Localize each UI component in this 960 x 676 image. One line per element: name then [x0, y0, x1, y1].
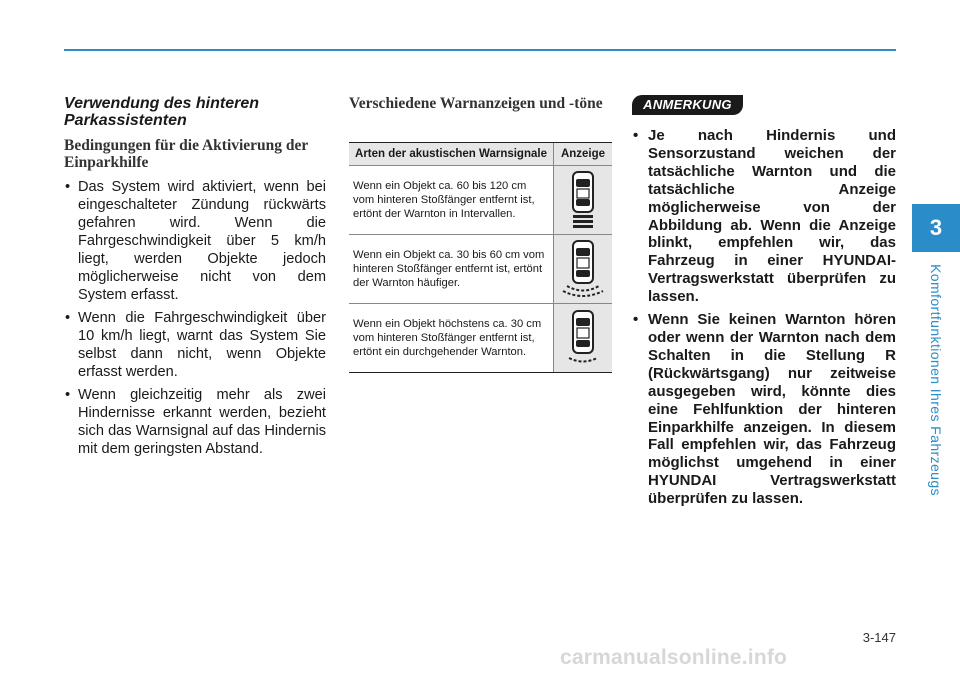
car-top-view-icon: [554, 235, 613, 304]
table-row: [349, 235, 612, 304]
table-row: [349, 166, 612, 235]
page-number: 3-147: [862, 630, 896, 645]
column-warnings: [349, 95, 612, 405]
column-usage: [64, 95, 326, 463]
section-heading-warnings: Verschiedene Warnanzeigen und -töne: [349, 95, 603, 112]
list-item: • Je nach Hindernis und Sensorzustand weichen der tatsächliche Warnton und die tatsächliche Anzeige möglicherweise von der Abbildung ab. Wenn die Anzeige blinkt, empfehlen wir, das Fahrzeug in einer HYUNDAI-Vertragswerkstatt überprüfen zu lassen.: [632, 127, 896, 306]
list-item: • Das System wird aktiviert, wenn bei eingeschalteter Zündung rückwärts gefahren wird. Wenn die Fahrgeschwindigkeit über 5 km/h liegt, werden Objekte jedoch möglicherweise nicht von dem System erfasst.: [64, 178, 326, 304]
car-top-view-icon: [554, 166, 613, 235]
section-subheading-conditions: Bedingungen für die Aktivierung der Einparkhilfe: [64, 137, 309, 171]
table-header-signal-types: Arten der akustischen Warnsignale: [349, 143, 554, 166]
note-list: [632, 127, 896, 513]
conditions-list: [64, 178, 326, 458]
section-heading-usage: Verwendung des hinteren Parkassistenten: [64, 95, 259, 129]
note-badge: ANMERKUNG: [632, 95, 743, 115]
table-cell-description: Wenn ein Objekt ca. 30 bis 60 cm vom hinteren Stoßfänger entfernt ist, ertönt der Warnton häufiger.: [349, 235, 554, 304]
chapter-title: Komfortfunktionen Ihres Fahrzeugs: [928, 264, 944, 496]
list-item: • Wenn die Fahrgeschwindigkeit über 10 km/h liegt, warnt das System Sie selbst dann nicht, wenn Objekte erfasst werden.: [64, 309, 326, 381]
table-header-row: [349, 143, 612, 166]
table-header-indicator: Anzeige: [554, 143, 613, 166]
table-cell-description: Wenn ein Objekt höchstens ca. 30 cm vom hinteren Stoßfänger entfernt ist, ertönt ein durchgehender Warnton.: [349, 304, 554, 373]
list-item: • Wenn Sie keinen Warnton hören oder wenn der Warnton nach dem Schalten in die Stellung R (Rückwärtsgang) nur zeitweise ausgegeben wird, könnte dies eine Fehlfunktion der hinteren Einparkhilfe anzeigen. In diesem Fall empfehlen wir, das Fahrzeug möglichst umgehend in einer HYUNDAI Vertragswerkstatt überprüfen zu lassen.: [632, 311, 896, 508]
table-cell-description: Wenn ein Objekt ca. 60 bis 120 cm vom hinteren Stoßfänger entfernt ist, ertönt der Warnton in Intervallen.: [349, 166, 554, 235]
top-rule: [64, 49, 896, 51]
table-row: [349, 304, 612, 373]
watermark: carmanualsonline.info: [560, 646, 788, 669]
warning-table: [349, 142, 612, 373]
car-top-view-icon: [554, 304, 613, 373]
chapter-number-tab: 3: [912, 204, 960, 252]
list-item: • Wenn gleichzeitig mehr als zwei Hindernisse erkannt werden, bezieht sich das Warnsignal auf das Hindernis mit dem geringsten Abstand.: [64, 386, 326, 458]
